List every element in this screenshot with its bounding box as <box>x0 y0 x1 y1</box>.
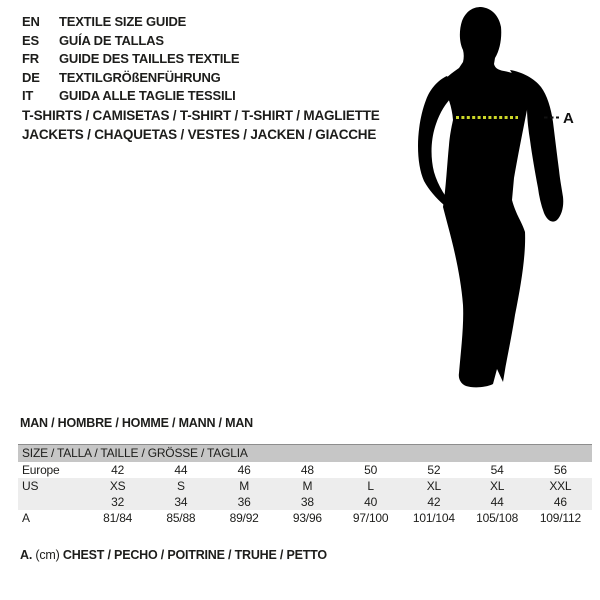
size-cell: 48 <box>300 463 314 477</box>
category-line-jackets: JACKETS / CHAQUETAS / VESTES / JACKEN / GIACCHE <box>22 126 377 142</box>
size-cell: XXL <box>549 479 572 493</box>
size-table-header: SIZE / TALLA / TAILLE / GRÖSSE / TAGLIA <box>18 444 592 462</box>
table-row-us-numeric <box>18 494 592 510</box>
size-cell: 105/108 <box>476 511 519 525</box>
size-cell: 97/100 <box>352 511 389 525</box>
size-cell: 44 <box>490 495 504 509</box>
size-cell: 109/112 <box>539 511 581 525</box>
size-cell: 34 <box>174 495 188 509</box>
language-label: GUÍA DE TALLAS <box>59 32 164 48</box>
language-code: EN <box>22 14 40 29</box>
size-table <box>18 444 592 527</box>
size-cell: 42 <box>427 495 441 509</box>
language-code: FR <box>22 51 39 67</box>
size-cell: 81/84 <box>103 511 133 525</box>
measurement-footnote <box>20 548 327 562</box>
size-cell: 46 <box>237 463 251 477</box>
language-code: DE <box>22 69 40 85</box>
size-cell: 93/96 <box>292 511 322 525</box>
footnote-labels: CHEST / PECHO / POITRINE / TRUHE / PETTO <box>62 548 327 562</box>
size-cell: 101/104 <box>412 511 455 525</box>
table-row-chest <box>18 510 592 527</box>
category-line-tshirts: T-SHIRTS / CAMISETAS / T-SHIRT / T-SHIRT / MAGLIETTE <box>22 108 380 123</box>
size-cell: 44 <box>174 463 188 477</box>
language-label: GUIDE DES TAILLES TEXTILE <box>59 51 240 67</box>
size-cell: 56 <box>553 463 567 477</box>
size-cell: S <box>176 479 185 493</box>
row-label: A <box>22 511 30 525</box>
size-cell: XS <box>109 479 126 493</box>
language-code: ES <box>22 32 39 48</box>
size-cell: 46 <box>553 495 567 509</box>
language-label: GUIDA ALLE TAGLIE TESSILI <box>59 88 236 104</box>
section-title-man: MAN / HOMBRE / HOMME / MANN / MAN <box>20 416 253 430</box>
table-row-us <box>18 478 592 494</box>
size-cell: 42 <box>111 463 125 477</box>
size-cell: M <box>239 479 250 493</box>
measure-label-a: A <box>563 110 574 127</box>
size-cell: 54 <box>490 463 504 477</box>
language-code: IT <box>22 88 34 104</box>
size-cell: 52 <box>427 463 441 477</box>
size-cell: XL <box>426 479 442 493</box>
row-label: US <box>22 479 39 493</box>
size-cell: 40 <box>364 495 378 509</box>
size-cell: 50 <box>364 463 378 477</box>
size-cell: 85/88 <box>166 511 196 525</box>
size-cell: 89/92 <box>229 511 259 525</box>
size-cell: 36 <box>237 495 251 509</box>
size-cell: M <box>302 479 313 493</box>
footnote-marker: A. <box>20 548 33 562</box>
size-cell: XL <box>489 479 505 493</box>
size-cell: L <box>367 479 374 493</box>
size-cell: 32 <box>111 495 125 509</box>
language-label: TEXTILE SIZE GUIDE <box>59 14 187 29</box>
man-silhouette-body <box>441 7 534 387</box>
language-label: TEXTILGRÖßENFÜHRUNG <box>59 69 221 85</box>
size-cell: 38 <box>300 495 314 509</box>
row-label: Europe <box>22 463 60 477</box>
footnote-unit: (cm) <box>35 548 60 562</box>
row-label <box>18 494 86 510</box>
table-row-europe <box>18 462 592 478</box>
